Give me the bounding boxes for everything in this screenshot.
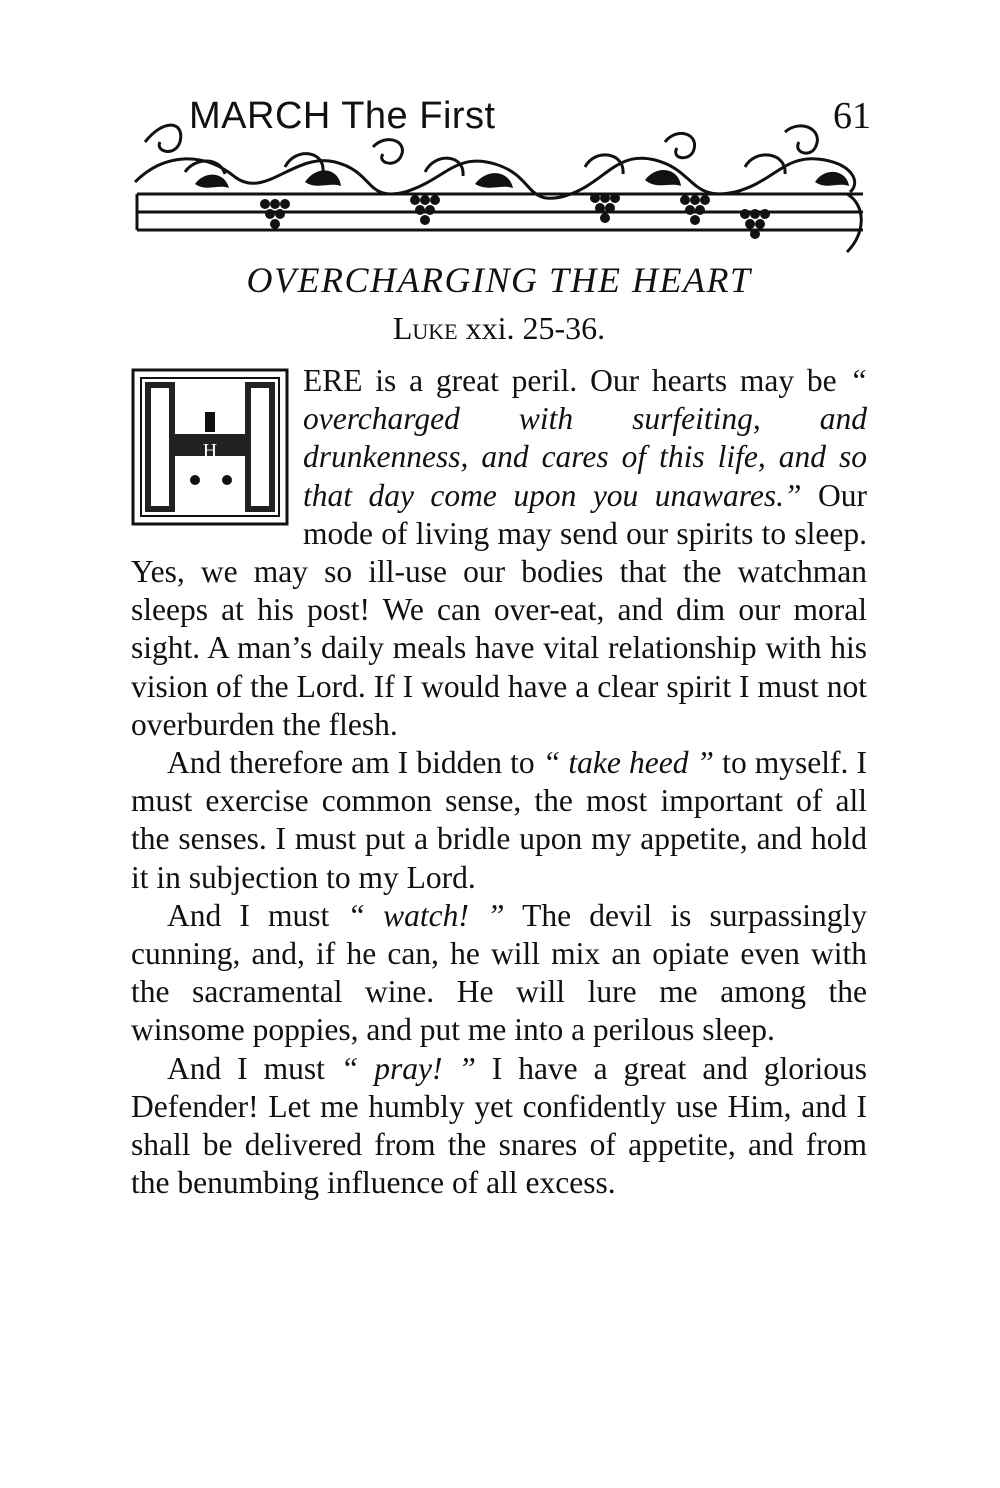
chapter-title: OVERCHARGING THE HEART [246, 260, 752, 300]
paragraph-3: And I must “ watch! ” The devil is surpassingly cunning, and, if he can, he will mix an opiate even with the sacramental wine. He will lure me among the winsome poppies, and put me into a perilous sleep. [131, 897, 867, 1048]
vine-grape-ornament [125, 112, 865, 262]
emphasis-watch: “ watch! ” [347, 897, 505, 933]
paragraph-4: And I must “ pray! ” I have a great and glorious Defender! Let me humbly yet confidently use Him, and I shall be delivered from the snares of appetite, and from the benumbing influence of all excess. [131, 1050, 868, 1201]
body-text [131, 362, 867, 1202]
reference-book: Luke [392, 310, 458, 346]
emphasis-take-heed: “ take heed ” [542, 745, 715, 781]
scripture-quote: “ overcharged with surfeiting, and drunkenness, and cares of this life, and so that day come upon you unawares.” [303, 363, 867, 513]
paragraph-1: H ERE is a great peril. Our hearts may be “ overcharged with surfeiting, and drunkenness, and cares of this life, and so that day come upon you unawares.” Our mode of living may send our spirits to sleep. Yes, we may so ill-use our bodies that the watchman sleeps at his post! We can over-eat, and dim our moral sight. A man’s daily meals have vital relationship with his vision of the Lord. If I would have a clear spirit I must not overburden the flesh. [131, 363, 867, 742]
reference-verses: xxi. 25-36. [465, 310, 606, 346]
paragraph-2: And therefore am I bidden to “ take heed ” to myself. I must exercise common sense, the most important of all the senses. I must put a bridle upon my appetite, and hold it in subjection to my Lord. [131, 745, 868, 895]
drop-cap-letter: H [202, 440, 218, 462]
running-head: MARCH The First [189, 95, 496, 137]
emphasis-pray: “ pray! ” [340, 1050, 476, 1086]
drop-cap-illuminated-letter [131, 368, 289, 526]
scripture-reference [131, 308, 867, 348]
page-number: 61 [833, 95, 871, 137]
